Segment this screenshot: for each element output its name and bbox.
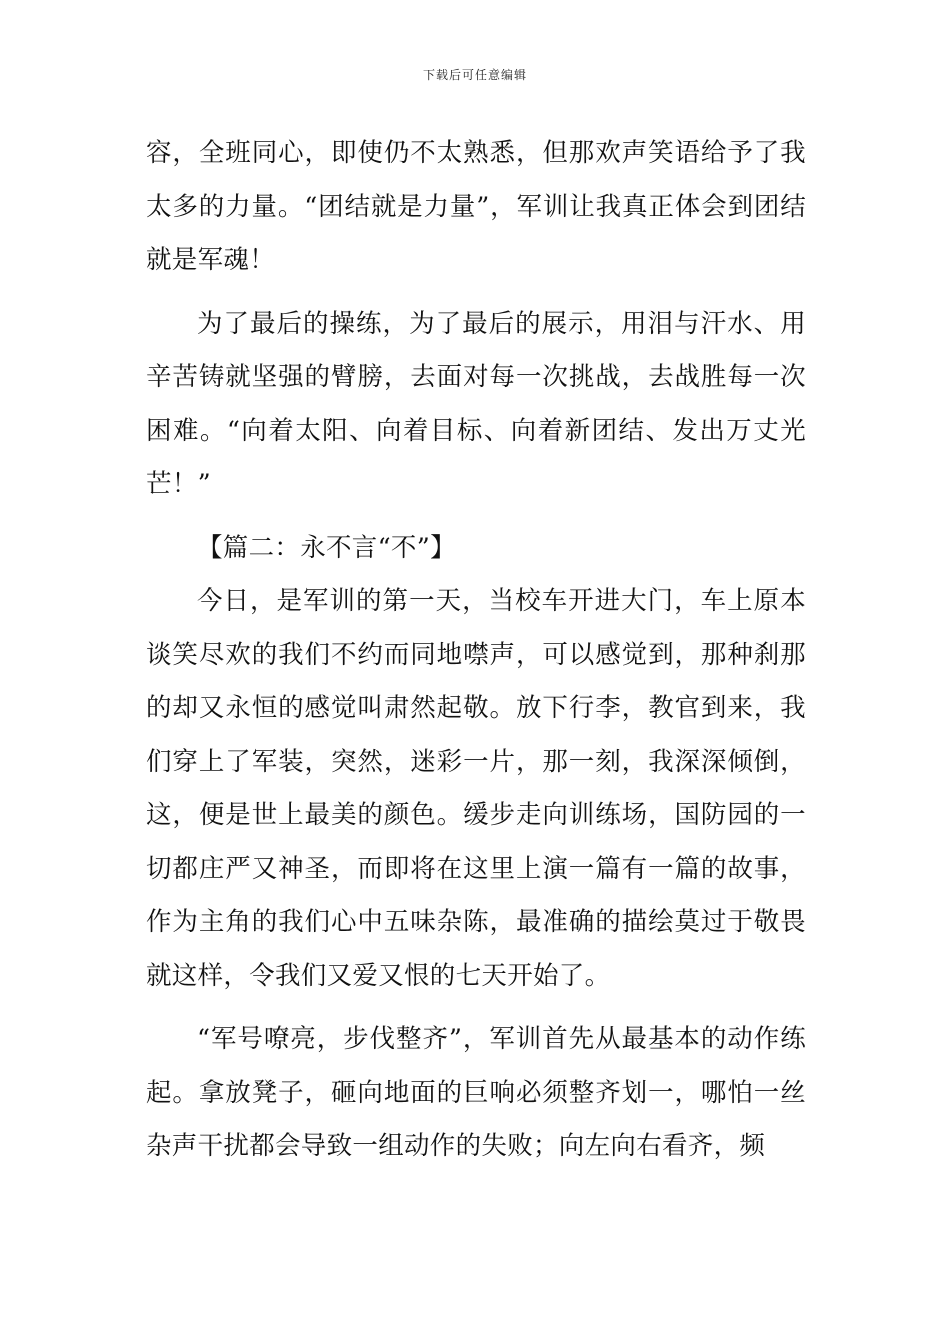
document-body [146, 127, 806, 1174]
paragraph: “军号嘹亮，步伐整齐”，军训首先从最基本的动作练起。拿放凳子，砸向地面的巨响必须整齐划一，哪怕一丝杂声干扰都会导致一组动作的失败；向左向右看齐，频 [146, 1024, 806, 1161]
section-heading: 【篇二：永不言“不”】 [197, 532, 456, 563]
paragraph: 今日，是军训的第一天，当校车开进大门，车上原本谈笑尽欢的我们不约而同地噤声，可以感觉到，那种刹那的却又永恒的感觉叫肃然起敬。放下行李，教官到来，我们穿上了军装，突然，迷彩一片，那一刻，我深深倾倒，这，便是世上最美的颜色。缓步走向训练场，国防园的一切都庄严又神圣，而即将在这里上演一篇有一篇的故事，作为主角的我们心中五味杂陈，最准确的描绘莫过于敬畏就这样，令我们又爱又恨的七天开始了。 [146, 586, 806, 991]
paragraph-continuation: 容，全班同心，即使仍不太熟悉，但那欢声笑语给予了我太多的力量。“团结就是力量”，军训让我真正体会到团结就是军魂！ [146, 138, 806, 275]
paragraph-spacer [146, 288, 806, 298]
paragraph: 为了最后的操练，为了最后的展示，用泪与汗水、用辛苦铸就坚强的臂膀，去面对每一次挑战，去战胜每一次困难。“向着太阳、向着目标、向着新团结、发出万丈光芒！” [146, 308, 806, 499]
paragraph-spacer [146, 512, 806, 522]
page-header: 下载后可任意编辑 [422, 68, 527, 82]
paragraph-spacer [146, 1003, 806, 1013]
